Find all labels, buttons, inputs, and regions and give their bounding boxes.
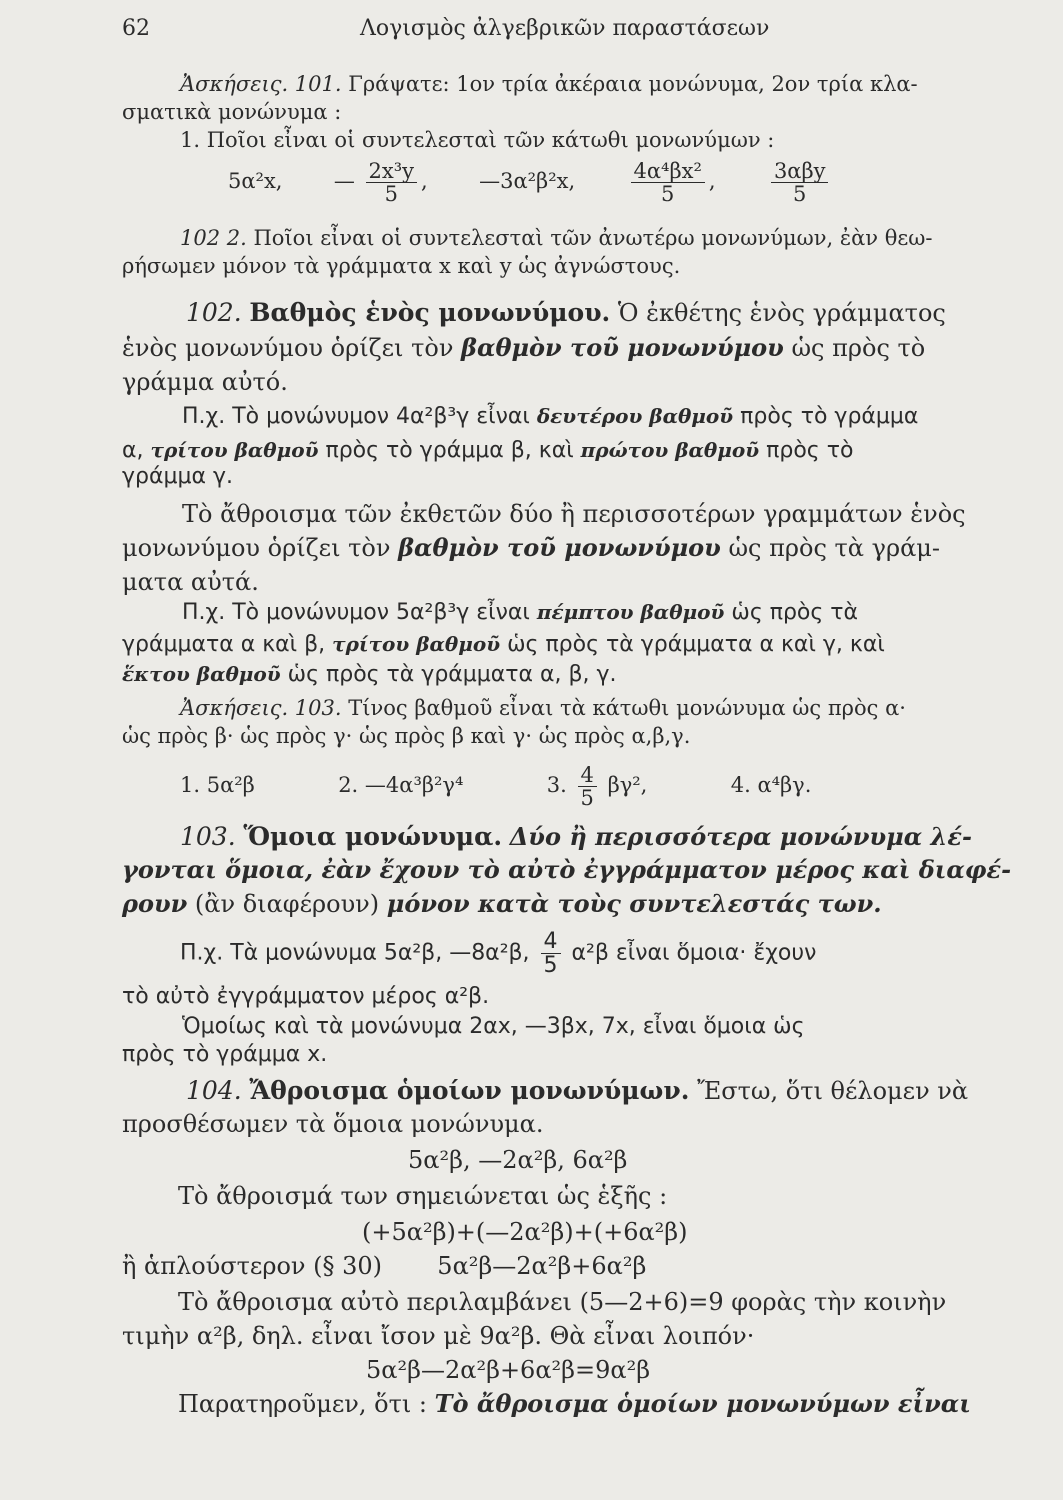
sec102-line2: ἑνὸς μονωνύμου ὁρίζει τὸν βαθμὸν τοῦ μονωνύμου ὡς πρὸς τὸ — [122, 333, 926, 362]
sec104-title: Ἄθροισμα ὁμοίων μονωνύμων. — [249, 1076, 690, 1105]
running-title: Λογισμὸς ἀλγεβρικῶν παραστάσεων — [360, 16, 770, 41]
sec104-p4-b: τιμὴν α²β, δηλ. εἶναι ἴσον μὲ 9α²β. Θὰ εἶναι λοιπόν· — [122, 1322, 755, 1350]
sec102-p1-c: γράμμα αὐτό. — [122, 368, 288, 396]
sec104-number: 104. — [186, 1076, 242, 1105]
sec102-ex2-line2: γράμματα α καὶ β, τρίτου βαθμοῦ ὡς πρὸς τὰ γράμματα α καὶ γ, καὶ — [122, 632, 885, 657]
ex101-q2-line1 — [180, 226, 932, 251]
sec104-p4-a: Τὸ ἄθροισμα αὐτὸ περιλαμβάνει (5—2+6)=9 φορὰς τὴν κοινὴν — [178, 1288, 947, 1316]
sec103-d3: ρουν (ἂν διαφέρουν) μόνον κατὰ τοὺς συντελεστάς των. — [122, 889, 882, 918]
ex101-line1 — [180, 72, 918, 97]
ex101-label: Ἀσκήσεις. 101. — [180, 72, 342, 96]
ex103-item3-fraction: $\frac{4}{5}$ — [578, 764, 597, 809]
monomial-3: —3α²β²x, — [479, 169, 576, 194]
sec104-p5: Παρατηροῦμεν, ὅτι : Τὸ ἄθροισμα ὁμοίων μονωνύμων εἶναι — [178, 1389, 971, 1418]
sum-rule-statement: Τὸ ἄθροισμα ὁμοίων μονωνύμων εἶναι — [434, 1389, 971, 1418]
sec102-ex1-c: γράμμα γ. — [122, 464, 233, 489]
sec102-p1-a: Ὁ ἐκθέτης ἑνὸς γράμματος — [617, 299, 946, 327]
monomial-4-fraction: $\frac{\text{4α⁴βx²}}{5}$ — [631, 160, 705, 205]
ex101-text1: Γράψατε: 1ον τρία ἀκέραια μονώνυμα, 2ον τρία κλα- — [348, 72, 918, 96]
sec103-number: 103. — [180, 822, 236, 851]
sec104-p2: Τὸ ἄθροισμά των σημειώνεται ὡς ἑξῆς : — [178, 1182, 668, 1210]
monomial-1: 5α²x, — [228, 169, 283, 194]
sec102-p2-c: ματα αὐτά. — [122, 568, 259, 596]
sec102-ex1-line1: Π.χ. Τὸ μονώνυμον 4α²β³γ εἶναι δευτέρου βαθμοῦ πρὸς τὸ γράμμα — [182, 404, 919, 429]
ex103-items — [180, 764, 811, 809]
sec102-ex1-line2: α, τρίτου βαθμοῦ πρὸς τὸ γράμμα β, καὶ πρώτου βαθμοῦ πρὸς τὸ — [122, 438, 854, 463]
ex101-q2-text1: Ποῖοι εἶναι οἱ συντελεσταὶ τῶν ἀνωτέρω μονωνύμων, ἐὰν θεω- — [253, 226, 933, 250]
sec104-eq-simple: 5α²β—2α²β+6α²β — [437, 1252, 647, 1280]
ex101-text2: σματικὰ μονώνυμα : — [122, 100, 342, 124]
sec104-eq1: 5α²β, —2α²β, 6α²β — [408, 1146, 628, 1174]
sec102-p2-a: Τὸ ἄθροισμα τῶν ἐκθετῶν δύο ἢ περισσοτέρων γραμμάτων ἑνὸς — [182, 500, 966, 528]
ex103-item1: 1. 5α²β — [180, 773, 255, 798]
sec103-line1: 103. Ὅμοια μονώνυμα. Δύο ἢ περισσότερα μονώνυμα λέ- — [180, 822, 972, 851]
sec103-d2: γονται ὅμοια, ἐὰν ἔχουν τὸ αὐτὸ ἐγγράμματον μέρος καὶ διαφέ- — [122, 855, 1012, 884]
sec102-p2-line2: μονωνύμου ὁρίζει τὸν βαθμὸν τοῦ μονωνύμου ὡς πρὸς τὰ γράμ- — [122, 533, 941, 562]
ex103-item4: 4. α⁴βγ. — [730, 773, 812, 798]
sec104-p1-b: προσθέσωμεν τὰ ὅμοια μονώνυμα. — [122, 1110, 544, 1138]
ex101-q2-text2: ρήσωμεν μόνον τὰ γράμματα x καὶ y ὡς ἀγνώστους. — [122, 254, 681, 278]
monomial-2-fraction: $\frac{\text{2x³y}}{5}$ — [366, 160, 418, 205]
ex103-text2: ὡς πρὸς β· ὡς πρὸς γ· ὡς πρὸς β καὶ γ· ὡς πρὸς α,β,γ. — [122, 724, 691, 748]
ex101-q2-label: 102 2. — [180, 226, 247, 250]
sec103-ex-line1: Π.χ. Τὰ μονώνυμα 5α²β, —8α²β, $\frac{4}{5}$ α²β εἶναι ὅμοια· ἔχουν — [180, 929, 817, 979]
ex101-q1: 1. Ποῖοι εἶναι οἱ συντελεσταὶ τῶν κάτωθι μονωνύμων : — [180, 128, 775, 152]
sec102-title: Βαθμὸς ἑνὸς μονωνύμου. — [249, 298, 611, 327]
sec104-eq3: 5α²β—2α²β+6α²β=9α²β — [366, 1356, 651, 1384]
sec102-line1 — [186, 298, 946, 328]
monomial-2-sign: — — [333, 169, 355, 194]
sec102-ex2-line1: Π.χ. Τὸ μονώνυμον 5α²β³γ εἶναι πέμπτου βαθμοῦ ὡς πρὸς τὰ — [182, 600, 859, 625]
sec103-ex-fraction: $\frac{4}{5}$ — [541, 930, 561, 977]
degree-term: βαθμὸν τοῦ μονωνύμου — [461, 333, 784, 362]
page-number: 62 — [122, 16, 150, 41]
sec103-ex-b: τὸ αὐτὸ ἐγγράμματον μέρος α²β. — [122, 984, 490, 1009]
sec104-line1: 104. Ἄθροισμα ὁμοίων μονωνύμων. Ἔστω, ὅτι θέλομεν νὰ — [186, 1076, 969, 1105]
sec103-title: Ὅμοια μονώνυμα. — [243, 822, 503, 851]
ex103-item2: 2. —4α³β²γ⁴ — [338, 773, 464, 798]
sec104-p3: ἢ ἁπλούστερον (§ 30) 5α²β—2α²β+6α²β — [122, 1252, 647, 1280]
sec102-number: 102. — [186, 298, 242, 327]
ex101-monomials: 5α²x, — $\frac{\text{2x³y}}{5}$ , —3α²β²x, $\frac{\text{4α⁴βx²}}{5}$ , $\frac{\text{3αβy}}{5}$ — [228, 160, 832, 205]
sec102-ex2-line3: ἕκτου βαθμοῦ ὡς πρὸς τὰ γράμματα α, β, γ. — [122, 662, 617, 687]
sec103-ex-c: Ὁμοίως καὶ τὰ μονώνυμα 2αx, —3βx, 7x, εἶναι ὅμοια ὡς — [182, 1014, 805, 1039]
sec104-eq2: (+5α²β)+(—2α²β)+(+6α²β) — [362, 1218, 688, 1246]
ex103-label: Ἀσκήσεις. 103. — [180, 696, 342, 720]
ex103-item3-label: 3. — [546, 773, 567, 798]
ex103-item3-rest: βγ², — [607, 773, 648, 798]
monomial-5-fraction: $\frac{\text{3αβy}}{5}$ — [771, 160, 829, 205]
sec103-ex-d: πρὸς τὸ γράμμα x. — [122, 1042, 328, 1067]
ex103-line1: Ἀσκήσεις. 103. Τίνος βαθμοῦ εἶναι τὰ κάτωθι μονώνυμα ὡς πρὸς α· — [180, 696, 906, 720]
